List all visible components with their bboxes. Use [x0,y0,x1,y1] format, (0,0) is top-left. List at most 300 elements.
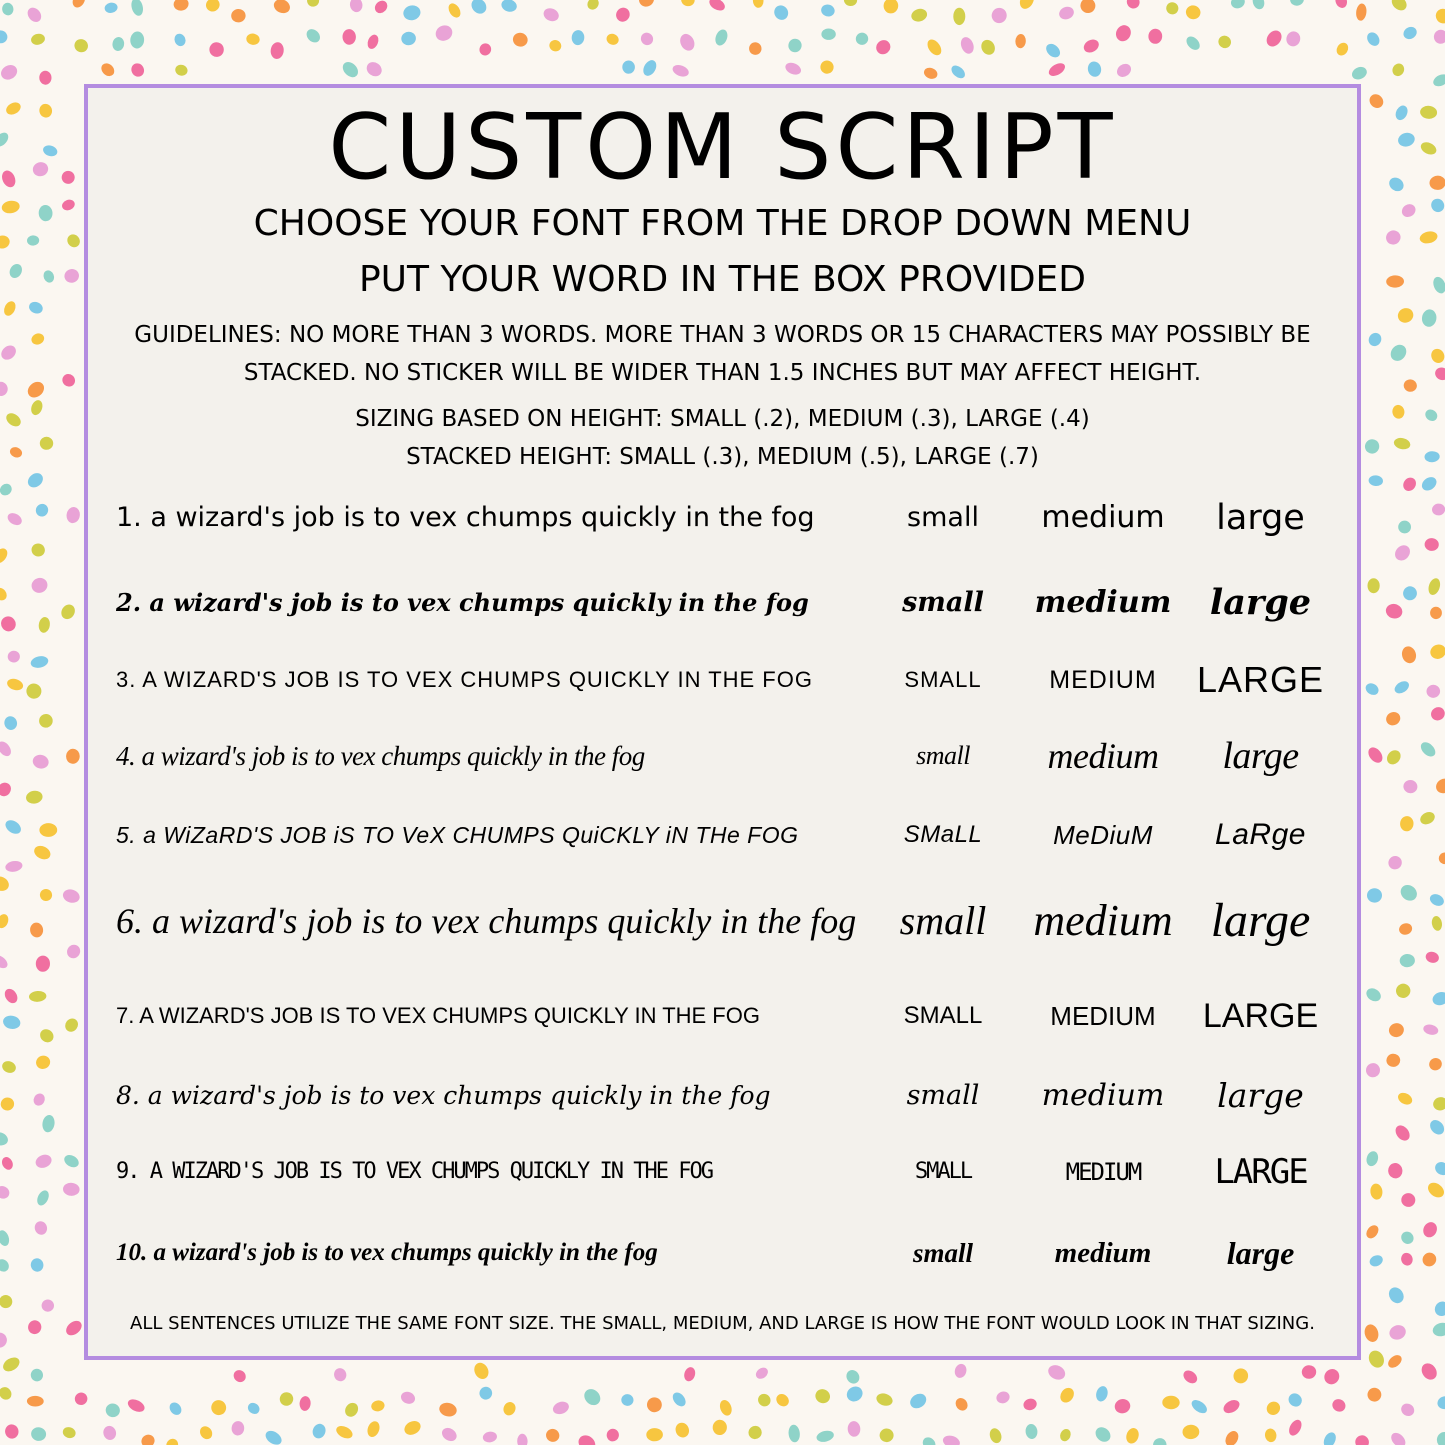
confetti-dot [2,986,20,1005]
font-sample-sentence: 6. a wizard's job is to vex chumps quickly in the fog [116,901,857,941]
confetti-dot [60,169,77,186]
confetti-dot [1431,1095,1445,1112]
confetti-dot [673,1421,691,1440]
font-sample-medium: MEDIUM [1065,1158,1141,1186]
confetti-dot [0,1184,11,1201]
confetti-dot [772,3,791,23]
confetti-dot [1368,578,1380,593]
confetti-dot [1369,1183,1383,1200]
confetti-dot [34,1152,54,1170]
confetti-dot [620,1393,634,1406]
confetti-dot [1398,882,1421,904]
confetti-dot [843,0,857,7]
font-sample-sentence: 2. a wizard's job is to vex chumps quickly in the fog [116,588,809,617]
confetti-dot [277,1390,295,1408]
confetti-dot [548,38,563,53]
confetti-dot [73,1390,90,1407]
confetti-dot [1094,1385,1109,1403]
confetti-dot [39,70,52,84]
confetti-dot [1333,0,1348,10]
confetti-dot [349,0,364,13]
font-sample-sentence: 10. a wizard's job is to vex chumps quickly in the fog [116,1239,658,1266]
font-sample-large: large [1210,894,1311,947]
confetti-dot [1,2,14,16]
confetti-dot [1017,0,1036,11]
confetti-dot [0,1229,11,1248]
confetti-dot [1399,202,1418,220]
font-sample-small: SMALL [904,667,982,692]
font-sample-small: SMALL [903,1002,983,1029]
confetti-dot [1368,1253,1385,1268]
confetti-dot [1025,1423,1039,1439]
confetti-dot [25,789,44,804]
confetti-dot [1366,1348,1387,1370]
confetti-dot [995,1390,1012,1406]
confetti-dot [1387,1021,1405,1038]
confetti-dot [988,1427,1004,1445]
font-row-10 [88,1223,1357,1283]
confetti-dot [1365,1150,1380,1168]
confetti-dot [1392,542,1413,563]
confetti-dot [622,60,635,74]
confetti-dot [173,32,188,48]
confetti-dot [26,1319,43,1336]
confetti-dot [585,0,601,12]
confetti-dot [42,144,59,158]
confetti-dot [1350,65,1369,82]
confetti-dot [104,2,119,14]
confetti-dot [1057,5,1075,22]
confetti-dot [1264,28,1285,50]
confetti-dot [1181,1368,1200,1386]
confetti-dot [1124,1426,1140,1445]
confetti-dot [910,7,929,24]
confetti-dot [1058,1427,1072,1443]
confetti-dot [1433,29,1445,45]
confetti-dot [1330,1397,1348,1414]
confetti-dot [37,1027,56,1045]
confetti-dot [1396,306,1416,325]
confetti-dot [477,1385,494,1402]
confetti-dot [844,1384,865,1405]
confetti-dot [1429,347,1445,366]
confetti-dot [920,1435,938,1445]
confetti-dot [38,616,51,633]
confetti-dot [38,713,53,728]
confetti-dot [29,990,47,1002]
confetti-dot [1058,1385,1077,1405]
confetti-dot [272,0,293,16]
footer-note: ALL SENTENCES UTILIZE THE SAME FONT SIZE. THE SMALL, MEDIUM, AND LARGE IS HOW THE FONT WOULD LOOK IN THAT SIZING. [130,1313,1315,1334]
confetti-dot [7,262,24,280]
confetti-dot [581,1386,603,1408]
font-sample-medium: medium [1034,585,1172,620]
confetti-dot [1403,379,1418,393]
confetti-dot [821,29,835,40]
confetti-dot [31,160,50,178]
confetti-dot [1044,41,1063,60]
confetti-dot [847,1421,861,1437]
confetti-dot [0,739,14,758]
confetti-dot [1221,1397,1242,1415]
confetti-dot [575,1432,598,1445]
confetti-dot [1365,1062,1381,1078]
font-sample-small: small [912,1238,973,1268]
confetti-dot [1352,1433,1371,1445]
confetti-dot [370,1399,385,1412]
confetti-dot [1399,1401,1417,1418]
confetti-dot [1419,1360,1440,1382]
confetti-dot [949,63,967,81]
confetti-dot [42,269,56,284]
confetti-dot [571,30,585,46]
confetti-dot [111,36,125,52]
confetti-dot [334,1423,354,1441]
confetti-dot [1086,60,1102,78]
confetti-dot [1431,1321,1445,1338]
confetti-dot [104,1402,122,1419]
confetti-dot [1431,990,1445,1008]
confetti-dot [231,1420,245,1436]
font-sample-sentence: 8. a wizard's job is to vex chumps quickly in the fog [116,1081,771,1110]
font-sample-sentence: 7. A WIZARD'S JOB IS TO VEX CHUMPS QUICKLY IN THE FOG [116,1003,760,1028]
confetti-dot [167,1400,184,1417]
confetti-dot [614,5,633,24]
confetti-dot [402,4,422,22]
confetti-dot [31,753,50,770]
confetti-dot [446,1,463,19]
confetti-dot [1419,230,1439,245]
confetti-dot [1429,175,1445,191]
confetti-dot [72,37,90,54]
confetti-dot [1393,436,1412,450]
confetti-dot [246,1401,262,1417]
font-sample-sentence: 9. A WIZARD'S JOB IS TO VEX CHUMPS QUICKLY IN THE FOG [116,1159,712,1184]
confetti-dot [208,41,225,58]
confetti-dot [0,130,11,149]
confetti-dot [1431,275,1445,295]
confetti-dot [542,6,561,24]
confetti-dot [1390,62,1406,79]
confetti-dot [478,42,493,58]
confetti-dot [1424,950,1440,964]
confetti-dot [1015,34,1026,49]
confetti-dot [1427,1117,1445,1137]
confetti-dot [1364,1223,1381,1241]
font-sample-medium: medium [1047,736,1159,776]
confetti-dot [365,1420,381,1439]
confetti-dot [25,5,44,25]
confetti-dot [270,41,285,59]
confetti-dot [645,1395,664,1414]
confetti-dot [38,204,53,221]
confetti-dot [305,0,322,9]
confetti-dot [544,1427,561,1444]
confetti-dot [246,33,261,46]
confetti-dot [1399,953,1415,967]
confetti-dot [366,33,381,50]
confetti-dot [3,715,19,732]
font-row-8 [88,1066,1357,1126]
confetti-dot [1429,196,1445,214]
confetti-dot [438,1401,458,1418]
confetti-dot [342,29,356,45]
confetti-dot [1184,3,1202,21]
confetti-dot [1152,1437,1168,1445]
confetti-dot [1393,1123,1413,1144]
confetti-dot [1229,0,1246,10]
font-sample-medium: MEDIUM [1049,666,1157,694]
confetti-dot [1389,0,1410,13]
font-sample-medium: MeDiuM [1053,820,1153,850]
confetti-dot [263,1428,284,1445]
confetti-dot [1400,645,1418,665]
confetti-dot [63,267,81,284]
confetti-dot [0,780,14,799]
confetti-dot [1386,275,1404,288]
confetti-dot [1432,1299,1445,1319]
confetti-dot [1428,642,1445,661]
subtitle-put-word: PUT YOUR WORD IN THE BOX PROVIDED [358,259,1087,300]
font-row-4 [88,726,1357,786]
confetti-dot [27,300,44,316]
confetti-dot [641,58,659,78]
confetti-dot [1022,1397,1038,1412]
font-sample-large: large [1209,582,1312,623]
confetti-dot [1436,1395,1445,1411]
confetti-dot [299,1396,311,1412]
confetti-dot [1114,61,1133,80]
confetti-dot [1046,1362,1068,1382]
confetti-dot [1428,892,1445,908]
confetti-dot [1431,503,1445,517]
confetti-dot [1367,91,1386,110]
confetti-dot [1251,0,1266,11]
confetti-dot [1426,684,1441,699]
confetti-dot [1287,1418,1305,1438]
confetti-dot [979,37,998,57]
font-sample-sentence: 1. a wizard's job is to vex chumps quickly in the fog [116,502,815,533]
confetti-dot [139,1432,157,1445]
confetti-dot [29,576,49,595]
confetti-dot [472,1360,492,1381]
confetti-dot [1394,981,1413,1000]
confetti-dot [1078,0,1098,16]
confetti-dot [1386,1353,1404,1371]
confetti-dot [1364,986,1383,1004]
confetti-dot [718,1398,734,1417]
confetti-dot [25,379,47,401]
confetti-dot [746,1423,765,1442]
confetti-dot [99,61,117,79]
confetti-dot [439,1425,459,1444]
confetti-dot [1321,1366,1342,1387]
confetti-dot [1396,1090,1414,1106]
confetti-dot [63,1016,81,1034]
confetti-dot [1400,1251,1414,1266]
confetti-dot [39,823,57,837]
confetti-dot [2,1014,22,1030]
confetti-dot [340,59,361,80]
confetti-dot [0,29,9,45]
confetti-dot [1362,436,1382,456]
confetti-dot [0,481,14,497]
confetti-dot [129,61,146,79]
confetti-dot [875,1391,894,1407]
font-sample-medium: medium [1033,896,1173,945]
confetti-dot [748,41,763,56]
confetti-dot [670,1390,688,1409]
font-sample-medium: medium [1041,1078,1165,1113]
confetti-dot [4,100,23,117]
confetti-dot [5,511,23,528]
confetti-dot [0,1155,15,1171]
confetti-dot [1363,1323,1381,1344]
confetti-dot [0,614,19,635]
confetti-dot [1223,1429,1241,1445]
font-sample-small: small [916,741,970,770]
font-sample-small: small [899,898,987,943]
font-row-7 [88,986,1357,1046]
confetti-dot [402,1418,423,1437]
font-sample-large: LARGE [1214,1152,1307,1192]
confetti-dot [1285,30,1302,48]
confetti-dot [1401,1193,1415,1207]
confetti-dot [855,32,869,46]
confetti-dot [813,1387,832,1406]
confetti-dot [1289,0,1304,7]
confetti-dot [1216,33,1234,50]
confetti-dot [65,748,80,764]
confetti-dot [1421,1220,1440,1240]
confetti-dot [1424,538,1439,552]
confetti-dot [883,0,899,14]
confetti-dot [1384,747,1403,767]
stacked-height-line: STACKED HEIGHT: SMALL (.3), MEDIUM (.5), LARGE (.7) [406,444,1039,470]
confetti-dot [198,1424,215,1442]
confetti-dot [820,3,836,18]
confetti-dot [1387,1162,1403,1179]
confetti-dot [304,26,323,45]
confetti-dot [1189,1397,1209,1415]
confetti-dot [755,1391,773,1409]
confetti-dot [1433,776,1445,796]
confetti-dot [63,1318,84,1338]
confetti-dot [7,650,20,662]
confetti-dot [34,1054,52,1072]
confetti-dot [511,31,529,49]
confetti-dot [59,602,78,622]
font-sample-large: large [1217,1076,1304,1115]
confetti-dot [1367,888,1382,903]
confetti-dot [1430,606,1442,619]
confetti-dot [372,0,390,16]
confetti-dot [25,682,43,700]
confetti-dot [844,1368,862,1387]
confetti-dot [204,0,222,14]
confetti-dot [787,37,804,54]
confetti-dot [788,1424,801,1443]
confetti-dot [712,1419,727,1435]
confetti-dot [33,1220,49,1237]
confetti-dot [1422,1023,1439,1036]
confetti-dot [1264,1428,1278,1443]
confetti-dot [879,1428,894,1443]
confetti-dot [174,63,189,77]
confetti-dot [1431,915,1443,931]
confetti-dot [680,0,696,7]
confetti-dot [1366,331,1384,349]
confetti-dot [1264,1399,1283,1418]
confetti-dot [8,445,23,459]
confetti-dot [1399,816,1414,832]
confetti-dot [1392,679,1411,696]
confetti-dot [4,411,24,430]
confetti-dot [1387,1323,1407,1342]
confetti-dot [6,677,25,692]
confetti-dot [606,1428,620,1442]
confetti-dot [0,1059,17,1075]
guidelines-text: GUIDELINES: NO MORE THAN 3 WORDS. MORE THAN 3 WORDS OR 15 CHARACTERS MAY POSSIBLY BE STACKED. NO STICKER WILL BE WIDER THAN 1.5 INCHES BUT MAY AFFECT HEIGHT. [134,322,1311,386]
confetti-dot [907,1391,929,1411]
font-sample-small: small [902,587,984,618]
confetti-dot [1427,1056,1444,1073]
confetti-dot [70,0,87,10]
confetti-dot [364,59,385,79]
confetti-dot [1368,475,1383,487]
confetti-dot [1,1355,22,1375]
confetti-dot [774,1391,792,1408]
confetti-dot [1366,745,1386,766]
confetti-dot [130,0,145,17]
confetti-dot [1401,584,1419,602]
confetti-dot [0,234,11,250]
confetti-dot [30,655,50,670]
font-sample-small: small [907,502,979,533]
confetti-dot [61,888,81,905]
font-row-9 [88,1142,1357,1202]
confetti-dot [1398,922,1414,937]
confetti-dot [38,102,54,118]
confetti-dot [1418,810,1437,827]
font-sample-small: SMaLL [903,821,983,848]
confetti-dot [332,1367,348,1383]
confetti-dot [1433,365,1445,382]
confetti-dot [0,1096,15,1112]
confetti-dot [0,1293,14,1310]
confetti-dot [1286,1391,1305,1410]
confetti-dot [517,1434,528,1445]
confetti-dot [1401,24,1419,41]
confetti-dot [754,1365,770,1381]
confetti-dot [1401,475,1419,493]
confetti-dot [1355,3,1367,21]
confetti-dot [27,1396,44,1407]
confetti-dot [1388,1430,1408,1445]
confetti-dot [1418,740,1438,760]
confetti-dot [501,1400,517,1417]
confetti-dot [0,874,11,894]
font-row-5 [88,805,1357,865]
confetti-dot [1397,131,1417,148]
confetti-dot [25,470,46,490]
confetti-dot [0,381,9,398]
confetti-dot [29,399,44,417]
confetti-dot [209,1398,229,1418]
confetti-dot [32,843,53,862]
confetti-dot [60,371,78,389]
confetti-dot [1438,852,1445,865]
